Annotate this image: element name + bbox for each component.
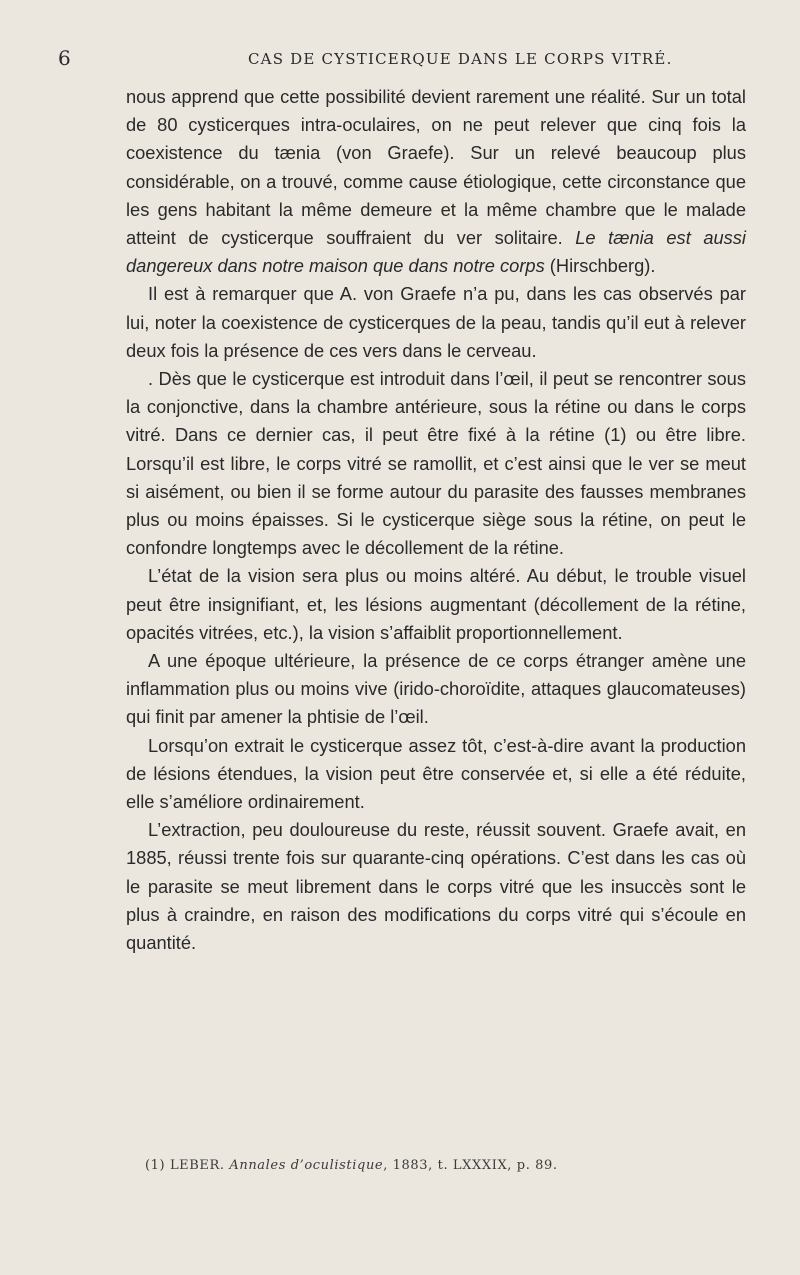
paragraph-1 bbox=[126, 83, 746, 280]
footnote bbox=[145, 1158, 745, 1173]
paragraph-2: Il est à remarquer que A. von Graefe n’a pu, dans les cas observés par lui, noter la coexistence de cysticerques de la peau, tandis qu’il eut à relever deux fois la présence de ces vers dans le cerveau. bbox=[126, 283, 746, 361]
paragraph-6: Lorsqu’on extrait le cysticerque assez tôt, c’est-à-dire avant la production de lésions étendues, la vision peut être conservée et, si elle a été réduite, elle s’améliore ordinairement. bbox=[126, 734, 746, 813]
running-head bbox=[58, 46, 748, 76]
page-number: 6 bbox=[58, 46, 71, 70]
paragraph-1-citation: (Hirschberg). bbox=[544, 255, 656, 277]
footnote-reference: , 1883, t. LXXXIX, p. 89. bbox=[383, 1158, 558, 1173]
running-title: CAS DE CYSTICERQUE DANS LE CORPS VITRÉ. bbox=[248, 50, 673, 68]
body-text bbox=[126, 83, 746, 957]
paragraph-4: L’état de la vision sera plus ou moins altéré. Au début, le trouble visuel peut être insignifiant, et, les lésions augmentant (décollement de la rétine, opacités vitrées, etc.), la vision s’affaiblit proportionnellement. bbox=[126, 565, 746, 643]
paragraph-1-italic-quote: Le tænia est aussi dangereux dans notre maison que dans notre corps bbox=[126, 227, 746, 277]
footnote-journal: Annales d’oculistique bbox=[229, 1158, 384, 1173]
paragraph-5: A une époque ultérieure, la présence de ce corps étranger amène une inflammation plus ou moins vive (irido-choroïdite, attaques glaucomateuses) qui finit par amener la phtisie de l’œil. bbox=[126, 650, 746, 728]
paragraph-1-text: nous apprend que cette possibilité devient rarement une réalité. Sur un total de 80 cysticerques intra-oculaires, on ne peut relever que cinq fois la coexistence du tænia (von Graefe). Sur un relevé beaucoup plus considérable, on a trouvé, comme cause étiologique, cette circonstance que les gens habitant la même demeure et la même chambre que le malade atteint de cysticerque souffraient du ver solitaire. bbox=[126, 86, 746, 249]
footnote-marker: (1) bbox=[145, 1158, 170, 1173]
footnote-author: LEBER. bbox=[169, 1158, 230, 1173]
paragraph-7: L’extraction, peu douloureuse du reste, réussit souvent. Graefe avait, en 1885, réussi trente fois sur quarante-cinq opérations. C’est dans les cas où le parasite se meut librement dans le corps vitré que les insuccès sont le plus à craindre, en raison des modifications du corps vitré qui s’écoule en quantité. bbox=[126, 819, 746, 954]
paragraph-3: . Dès que le cysticerque est introduit dans l’œil, il peut se rencontrer sous la conjonctive, dans la chambre antérieure, sous la rétine ou dans le corps vitré. Dans ce dernier cas, il peut être fixé à la rétine (1) ou être libre. Lorsqu’il est libre, le corps vitré se ramollit, et c’est ainsi que le ver se meut si aisément, ou bien il se forme autour du parasite des fausses membranes plus ou moins épaisses. Si le cysticerque siège sous la rétine, on peut le confondre longtemps avec le décollement de la rétine. bbox=[126, 368, 746, 559]
